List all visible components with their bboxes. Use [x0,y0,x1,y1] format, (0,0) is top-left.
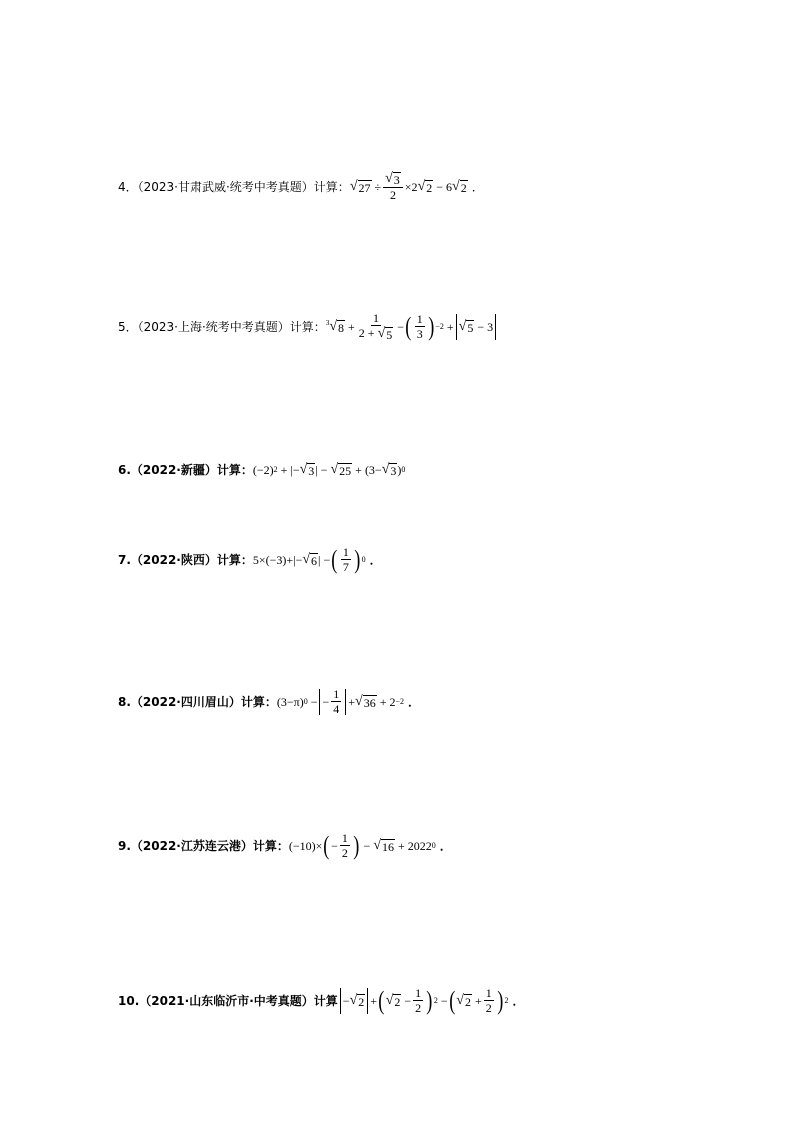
problem-10-expression: − √ 2 + ( √ 2 − $\frac{1}{2}$ ) 2 − ( √ 2 + $\frac{1}{2}$ ) 2 [338,987,509,1014]
problem-8-expression: (3−π) 0 − − $\frac{1}{4}$ + √ 36 + 2 −2 [276,687,405,716]
problem-9-label: 9.（2022·江苏连云港）计算： [118,838,289,853]
problem-7-label: 7.（2022·陕西）计算： [118,552,253,567]
problem-5 [118,312,498,341]
problem-7-end: ． [369,552,382,567]
problem-8-end: ． [408,694,421,709]
problem-9-expression: (−10)× ( − $\frac{1}{2}$ ) − √ 16 + 2022 0 [288,830,436,860]
problem-8-label: 8.（2022·四川眉山）计算： [118,694,277,709]
problem-4 [118,172,484,201]
problem-7-expression: 5×(−3)+|− √ 6 | − ( $\frac{1}{7}$ ) 0 [252,544,366,574]
problem-6 [118,463,405,477]
problem-9 [118,832,452,859]
problem-10-label: 10.（2021·山东临沂市·中考真题）计算 [118,993,338,1008]
problem-10-end: ． [512,993,525,1008]
problem-5-expression: 3 √ 8 + 1 2 + √ 5 − ( $\frac{1}{3}$ ) −2 + √ 5 − 3 [326,312,498,341]
problem-10 [118,987,524,1014]
problem-6-expression: (−2) 2 + |− √ 3 | − √ 25 + (3− √ 3 ) 0 [252,462,406,478]
problem-7 [118,546,382,573]
problem-4-end: ． [471,179,484,194]
problem-6-label: 6.（2022·新疆）计算： [118,463,253,477]
problem-9-end: ． [439,838,452,853]
problem-8 [118,688,420,715]
problem-4-expression: √ 27 ÷ √ 3 2 ×2 √ 2 − 6 √ 2 [349,171,467,202]
problem-4-label: 4．（2023·甘肃武威·统考中考真题）计算： [118,179,350,194]
problem-5-label: 5．（2023·上海·统考中考真题）计算： [118,319,326,334]
